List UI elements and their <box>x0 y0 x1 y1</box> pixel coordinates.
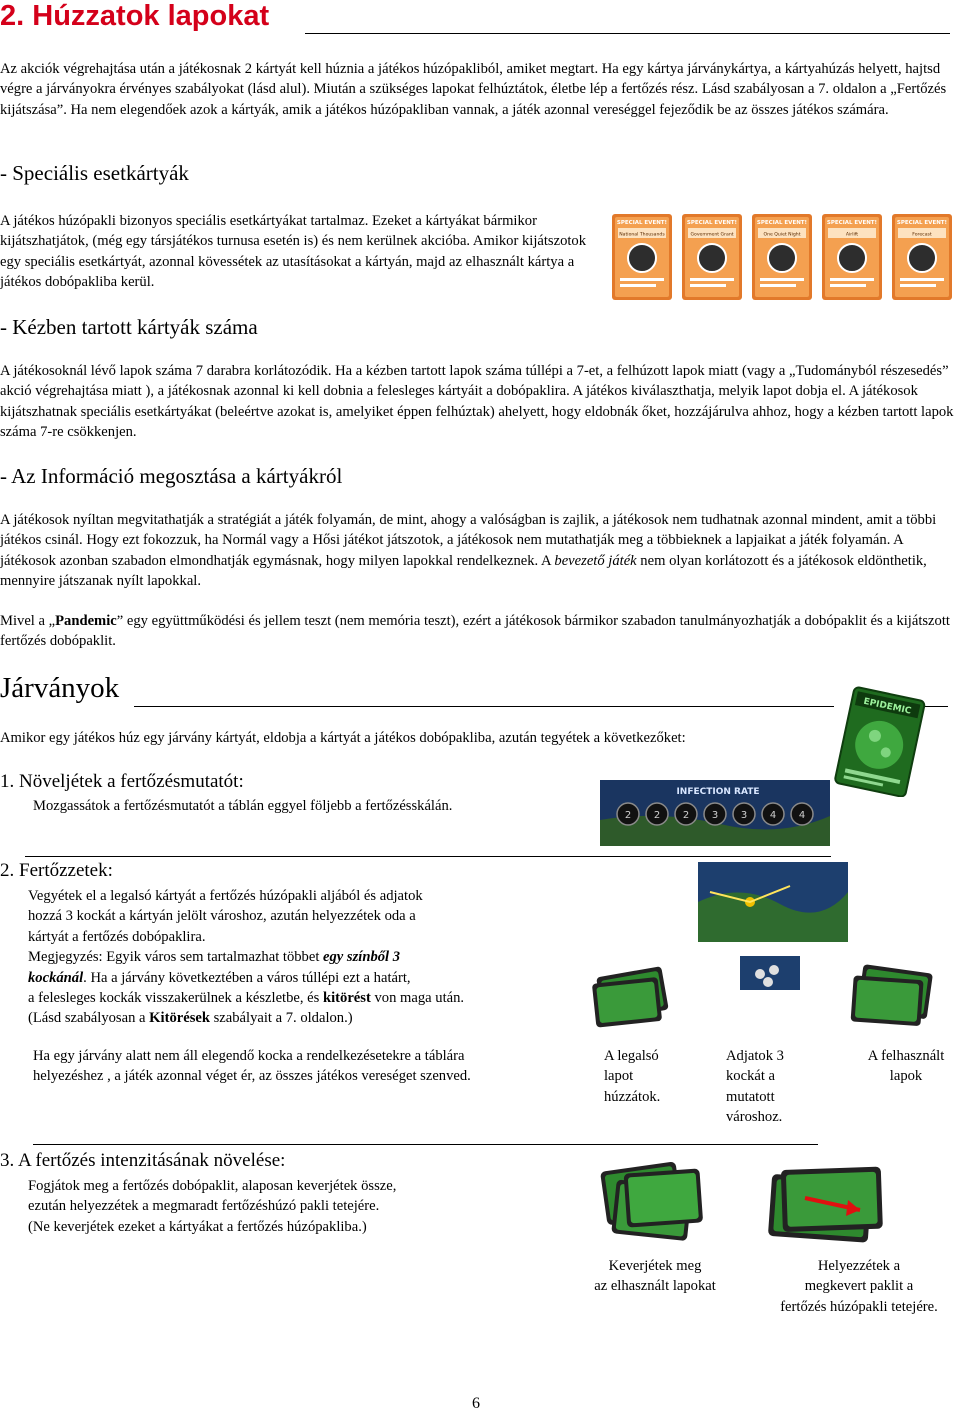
infection-rate-value: 2 <box>682 810 690 821</box>
step2-rule <box>33 1144 818 1145</box>
step2-title: 2. Fertőzzetek: <box>0 860 113 881</box>
special-event-card <box>752 214 812 300</box>
epidemic-card-image <box>830 685 930 797</box>
intensify-illustration <box>580 1148 910 1252</box>
title-rule <box>305 33 950 34</box>
special-card-name: Forecast <box>912 232 932 238</box>
epidemic-card-label: EPIDEMIC <box>862 696 913 717</box>
infection-rate-value: 3 <box>740 810 748 821</box>
hand-heading: - Kézben tartott kártyák száma <box>0 315 258 339</box>
warning-text: Ha egy járvány alatt nem áll elegendő kocka a rendelkezésetekre a táblára helyezéshez , a játék azonnal véget ér, az összes játékos vereséget szenved. <box>33 1048 471 1085</box>
special-card-label: SPECIAL EVENT! <box>826 220 878 226</box>
step1-rule <box>25 856 831 857</box>
infection-rate-value: 3 <box>711 810 719 821</box>
step3-text: Fogjátok meg a fertőzés dobópaklit, alaposan keverjétek össze, ezután helyezzétek a megmaradt fertőzéshúzó pakli tetejére. (Ne keverjétek ezeket a kártyákat a fertőzés húzópakliba.) <box>28 1178 397 1235</box>
caption-shuffle: Keverjétek meg az elhasznált lapokat <box>594 1258 716 1295</box>
epidemics-title: Járványok <box>0 672 120 704</box>
special-card-name: National Thousands <box>619 232 665 238</box>
infection-rate-value: 2 <box>624 810 632 821</box>
special-event-cards <box>612 214 960 300</box>
special-heading: - Speciális esetkártyák <box>0 161 189 185</box>
special-card-label: SPECIAL EVENT! <box>756 220 808 226</box>
section-title <box>0 0 269 33</box>
special-card-name: One Quiet Night <box>763 232 801 238</box>
special-paragraph: A játékos húzópakli bizonyos speciális esetkártyákat tartalmaz. Ezeket a kártyákat bármikor kijátszhatjátok, (még egy társjátékos turnusa esetén is) és nem kerülnek akcióba. Amikor kijátszotok egy speciális esetkártyát, azonnal kövessétek az utasításokat a kártyán, majd az elhasznált kártya a játékos dobópakliba kerül. <box>0 213 587 291</box>
info-heading: - Az Információ megosztása a kártyákról <box>0 464 343 488</box>
special-card-label: SPECIAL EVENT! <box>896 220 948 226</box>
section-title-text: Húzzatok lapokat <box>32 0 270 32</box>
special-card-name: Government Grant <box>690 232 734 238</box>
step1-title: 1. Növeljétek a fertőzésmutatót: <box>0 771 244 792</box>
special-event-card <box>612 214 672 300</box>
infect-illustration <box>590 862 960 1042</box>
special-card-label: SPECIAL EVENT! <box>686 220 738 226</box>
epidemics-rule <box>134 706 834 707</box>
step2-text: Vegyétek el a legalsó kártyát a fertőzés húzópakli aljából és adjatok hozzá 3 kockát a kártyán jelölt városhoz, azután helyezzétek oda a kártyát a fertőzés dobópaklira. Megjegyzés: Egyik város sem tartalmazhat többet egy színből 3 kockánál. Ha a járvány következtében a város túllépi ezt a határt, a felesleges kockák visszakerülnek a készletbe, és kitörést von maga után. (Lásd szabályosan a Kitörések szabályait a 7. oldalon.) <box>28 888 465 1027</box>
page-number: 6 <box>472 1395 480 1412</box>
step1-text: Mozgassátok a fertőzésmutatót a táblán eggyel följebb a fertőzésskálán. <box>33 798 453 814</box>
epidemics-intro: Amikor egy játékos húz egy járvány kártyát, eldobja a kártyát a játékos dobópakliba, azután tegyétek a következőket: <box>0 730 686 746</box>
infection-rate-value: 2 <box>653 810 661 821</box>
caption-used-cards: A felhasznált lapok <box>867 1048 945 1085</box>
special-event-card <box>682 214 742 300</box>
caption-bottom-card: A legalsó lapot húzzátok. <box>604 1048 661 1105</box>
info-paragraph-1: A játékosok nyíltan megvitathatják a stratégiát a játék folyamán, de mint, ahogy a valóságban is zajlik, a játékosok nem tudhatnak azonnal mindent, amit a többi játékos csinál. Hogy ezt fokozzuk, ha Normál vagy a Hősi játékot játszotok, a játékosok nem mutathatják meg a többieknek a lapjaikat a játék folyamán. A játékosok azonban szabadon elmondhatják egymásnak, hogy milyen lapokkal rendelkeznek. A bevezető játék nem olyan korlátozott és a játékosok eldönthetik, mennyire játszanak nyílt lapokkal. <box>0 512 937 590</box>
info-paragraph-2: Mivel a „Pandemic” egy együttműködési és jellem teszt (nem memória teszt), ezért a játékosok bármikor szabadon tanulmányozhatják a dobópaklit és a kijátszott fertőzés dobópaklit. <box>0 613 950 650</box>
special-card-name: Airlift <box>845 232 859 238</box>
infection-rate-value: 4 <box>798 810 806 821</box>
infection-rate-track <box>600 780 830 846</box>
hand-paragraph: A játékosoknál lévő lapok száma 7 darabra korlátozódik. Ha a kézben tartott lapok száma túllépi a 7-et, a felhúzott lapok miatt (vagy a „Tudományból részesedés” akció végrehajtása miatt ), a játékosnak azonnal ki kell dobnia a felesleges kártyáit a dobópaklira. A játékos kiválaszthatja, melyik lapot dobja el. A játékosok kijátszhatnak speciális esetkártyákat (beleértve azokat is, amelyiket éppen felhúztak) ahelyett, hogy eldobnák őket, hozzájárulva ahhoz, hogy a kézben tartott lapok száma 7-re csökkenjen. <box>0 363 954 441</box>
caption-place-on-top: Helyezzétek a megkevert paklit a fertőzés húzópakli tetejére. <box>780 1258 938 1315</box>
caption-add-cubes: Adjatok 3 kockát a mutatott városhoz. <box>726 1048 784 1126</box>
infection-rate-value: 4 <box>769 810 777 821</box>
step3-title: 3. A fertőzés intenzitásának növelése: <box>0 1150 286 1171</box>
section-number: 2. <box>0 0 25 32</box>
special-event-card <box>892 214 952 300</box>
intro-paragraph: Az akciók végrehajtása után a játékosnak 2 kártyát kell húznia a játékos húzópakliból, amiket megtart. Ha egy kártya járványkártya, a kártyahúzás helyett, hajtsd végre a járványokra érvényes szabályokat (lásd alul). Miután a szükséges lapokat felhúztátok, életbe lép a fertőzés rész. Lásd szabályosan a 7. oldalon a „Fertőzés kijátszása”. Ha nem elegendőek azok a kártyák, amik a játékos húzópakliban vannak, a játék azonnal vereséggel fejeződik be az összes játékos számára. <box>0 61 947 118</box>
infection-rate-label: INFECTION RATE <box>676 787 760 797</box>
special-card-label: SPECIAL EVENT! <box>616 220 668 226</box>
special-event-card <box>822 214 882 300</box>
